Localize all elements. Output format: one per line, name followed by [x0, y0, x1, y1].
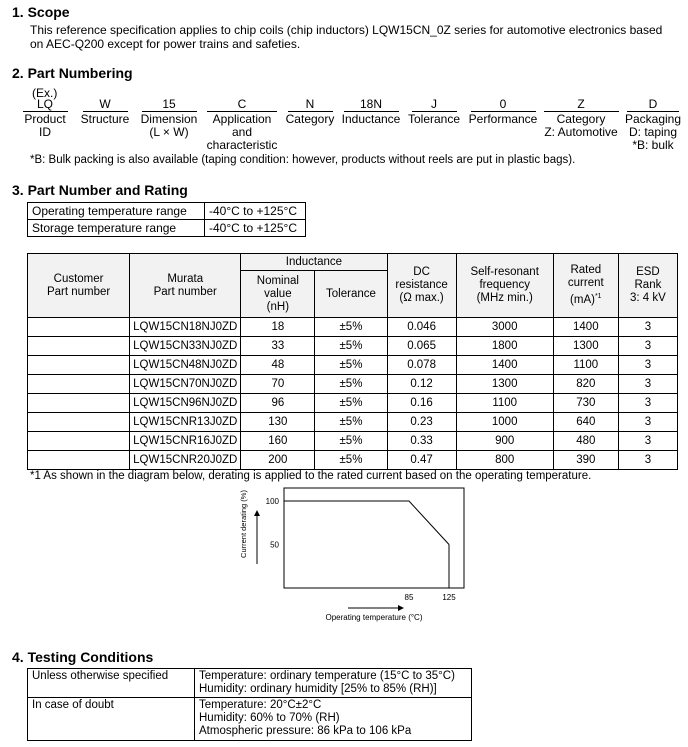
rating-cell-customer [28, 394, 130, 413]
rating-cell-rated: 1100 [553, 356, 618, 375]
testing-row-default [28, 669, 472, 698]
testing-heading: 4. Testing Conditions [12, 649, 154, 665]
rating-row [28, 318, 678, 337]
rating-cell-tol: ±5% [315, 432, 387, 451]
rated-current-footnote-ref: *1 [594, 293, 602, 301]
rating-cell-murata: LQW15CN48NJ0ZD [130, 356, 241, 375]
testing-doubt-humidity: Humidity: 60% to 70% (RH) [199, 712, 340, 724]
rating-row [28, 451, 678, 470]
rating-cell-customer [28, 337, 130, 356]
rating-cell-customer [28, 432, 130, 451]
operating-temp-value: -40°C to +125°C [205, 203, 306, 220]
rating-heading: 3. Part Number and Rating [12, 182, 188, 198]
rating-cell-esd: 3 [618, 356, 677, 375]
col-rated-current [553, 254, 618, 318]
chart-y-arrow-head [254, 510, 260, 516]
rating-cell-murata: LQW15CN70NJ0ZD [130, 375, 241, 394]
rating-cell-rated: 730 [553, 394, 618, 413]
col-tolerance: Tolerance [315, 271, 387, 318]
rating-cell-srf: 1400 [456, 356, 553, 375]
rating-cell-nominal: 96 [241, 394, 315, 413]
rating-row [28, 356, 678, 375]
col-nominal-value: Nominal value (nH) [241, 271, 315, 318]
rated-current-label: Rated current (mA) [567, 264, 604, 306]
storage-temp-value: -40°C to +125°C [205, 220, 306, 237]
rating-cell-rated: 640 [553, 413, 618, 432]
testing-doubt-temperature: Temperature: 20°C±2°C [199, 699, 322, 711]
rating-cell-srf: 1800 [456, 337, 553, 356]
pn-code: W [99, 97, 111, 111]
col-murata-part: Murata Part number [130, 254, 241, 318]
testing-conditions-table [27, 668, 472, 741]
chart-frame [284, 488, 464, 588]
rating-cell-nominal: 48 [241, 356, 315, 375]
testing-doubt-pressure: Atmospheric pressure: 86 kPa to 106 kPa [199, 725, 412, 737]
rating-cell-tol: ±5% [315, 394, 387, 413]
chart-x-arrow-head [398, 605, 404, 611]
rating-cell-tol: ±5% [315, 337, 387, 356]
rating-cell-dc: 0.078 [387, 356, 456, 375]
rating-cell-dc: 0.16 [387, 394, 456, 413]
pn-description: Packaging D: taping *B: bulk [624, 112, 682, 152]
rating-cell-nominal: 200 [241, 451, 315, 470]
derating-footnote: *1 As shown in the diagram below, derating is applied to the rated current based on the operating temperature. [30, 470, 592, 482]
testing-doubt-values [195, 698, 472, 741]
testing-doubt-label: In case of doubt [28, 698, 195, 741]
pn-description: Inductance [341, 112, 401, 126]
bulk-note: *B: Bulk packing is also available (taping condition: however, products without reels are put in plastic bags). [30, 154, 576, 166]
pn-code: LQ [36, 97, 53, 111]
storage-temp-label: Storage temperature range [28, 220, 205, 237]
rating-cell-tol: ±5% [315, 375, 387, 394]
rating-cell-tol: ±5% [315, 356, 387, 375]
rating-cell-tol: ±5% [315, 451, 387, 470]
rating-cell-customer [28, 356, 130, 375]
rating-cell-nominal: 130 [241, 413, 315, 432]
pn-description: Performance [468, 112, 538, 126]
rating-cell-customer [28, 318, 130, 337]
rating-cell-tol: ±5% [315, 318, 387, 337]
chart-x-tick-label: 125 [442, 593, 456, 602]
pn-description: Product ID [24, 112, 66, 139]
rating-cell-dc: 0.33 [387, 432, 456, 451]
rating-row [28, 337, 678, 356]
rating-cell-esd: 3 [618, 394, 677, 413]
chart-y-tick-label: 100 [265, 497, 279, 507]
testing-row-doubt [28, 698, 472, 741]
rating-cell-murata: LQW15CN33NJ0ZD [130, 337, 241, 356]
pn-code: 15 [162, 97, 176, 111]
col-dc-resistance: DC resistance (Ω max.) [387, 254, 456, 318]
pn-code: Z [577, 97, 585, 111]
pn-code: N [305, 97, 315, 111]
scope-heading: 1. Scope [12, 4, 70, 20]
testing-default-values [195, 669, 472, 698]
col-inductance: Inductance [241, 254, 387, 271]
chart-x-axis-label: Operating temperature (°C) [325, 613, 423, 622]
col-self-resonant: Self-resonant frequency (MHz min.) [456, 254, 553, 318]
chart-x-tick-label: 85 [404, 593, 414, 602]
pn-description: Structure [80, 112, 130, 126]
rating-row [28, 432, 678, 451]
scope-text: This reference specification applies to chip coils (chip inductors) LQW15CN_0Z series for automotive electronics based on AEC-Q200 except for power trains and safeties. [30, 23, 663, 51]
rating-cell-srf: 900 [456, 432, 553, 451]
rating-cell-srf: 1300 [456, 375, 553, 394]
operating-temp-label: Operating temperature range [28, 203, 205, 220]
derating-line [284, 501, 449, 544]
rating-cell-srf: 1100 [456, 394, 553, 413]
pn-code: 18N [359, 97, 382, 111]
rating-cell-nominal: 33 [241, 337, 315, 356]
rating-cell-murata: LQW15CN96NJ0ZD [130, 394, 241, 413]
rating-cell-customer [28, 375, 130, 394]
testing-default-temperature: Temperature: ordinary temperature (15°C to 35°C) [199, 670, 455, 682]
pn-code: J [431, 97, 437, 111]
rating-cell-esd: 3 [618, 413, 677, 432]
rating-cell-nominal: 18 [241, 318, 315, 337]
example-label: (Ex.) [32, 86, 58, 100]
rating-cell-esd: 3 [618, 337, 677, 356]
testing-default-humidity: Humidity: ordinary humidity [25% to 85% (RH)] [199, 683, 437, 695]
rating-cell-esd: 3 [618, 318, 677, 337]
pn-description: Application and characteristic [206, 112, 278, 152]
pn-code: D [648, 97, 658, 111]
rating-row [28, 413, 678, 432]
rating-cell-srf: 1000 [456, 413, 553, 432]
rating-cell-srf: 3000 [456, 318, 553, 337]
rating-cell-dc: 0.065 [387, 337, 456, 356]
rating-row [28, 394, 678, 413]
rating-cell-rated: 480 [553, 432, 618, 451]
rating-cell-dc: 0.23 [387, 413, 456, 432]
rating-cell-murata: LQW15CNR16J0ZD [130, 432, 241, 451]
rating-cell-tol: ±5% [315, 413, 387, 432]
rating-cell-esd: 3 [618, 375, 677, 394]
rating-cell-customer [28, 413, 130, 432]
pn-description: Category [285, 112, 335, 126]
pn-description: Category Z: Automotive [544, 112, 618, 139]
rating-cell-esd: 3 [618, 451, 677, 470]
rating-header-row-1 [28, 254, 678, 271]
storage-temp-row [28, 220, 306, 237]
rating-cell-murata: LQW15CNR13J0ZD [130, 413, 241, 432]
rating-cell-rated: 1300 [553, 337, 618, 356]
rating-cell-nominal: 70 [241, 375, 315, 394]
rating-cell-dc: 0.046 [387, 318, 456, 337]
part-numbering-heading: 2. Part Numbering [12, 65, 133, 81]
pn-description: Dimension (L × W) [140, 112, 198, 139]
rating-table [27, 253, 678, 470]
rating-cell-dc: 0.47 [387, 451, 456, 470]
rating-cell-rated: 820 [553, 375, 618, 394]
rating-cell-srf: 800 [456, 451, 553, 470]
rating-cell-murata: LQW15CNR20J0ZD [130, 451, 241, 470]
operating-temp-row [28, 203, 306, 220]
rating-cell-customer [28, 451, 130, 470]
pn-code: 0 [499, 97, 507, 111]
rating-cell-nominal: 160 [241, 432, 315, 451]
temperature-range-table [27, 202, 306, 237]
derating-chart [230, 486, 470, 628]
pn-description: Tolerance [407, 112, 461, 126]
rating-cell-esd: 3 [618, 432, 677, 451]
rating-row [28, 375, 678, 394]
rating-cell-murata: LQW15CN18NJ0ZD [130, 318, 241, 337]
pn-code: C [237, 97, 247, 111]
rating-cell-rated: 1400 [553, 318, 618, 337]
rating-cell-rated: 390 [553, 451, 618, 470]
chart-y-axis-label: Current derating (%) [239, 490, 248, 558]
chart-y-tick-label: 50 [270, 540, 279, 550]
testing-default-label: Unless otherwise specified [28, 669, 195, 698]
col-esd-rank: ESD Rank 3: 4 kV [618, 254, 677, 318]
col-customer-part: Customer Part number [28, 254, 130, 318]
rating-cell-dc: 0.12 [387, 375, 456, 394]
